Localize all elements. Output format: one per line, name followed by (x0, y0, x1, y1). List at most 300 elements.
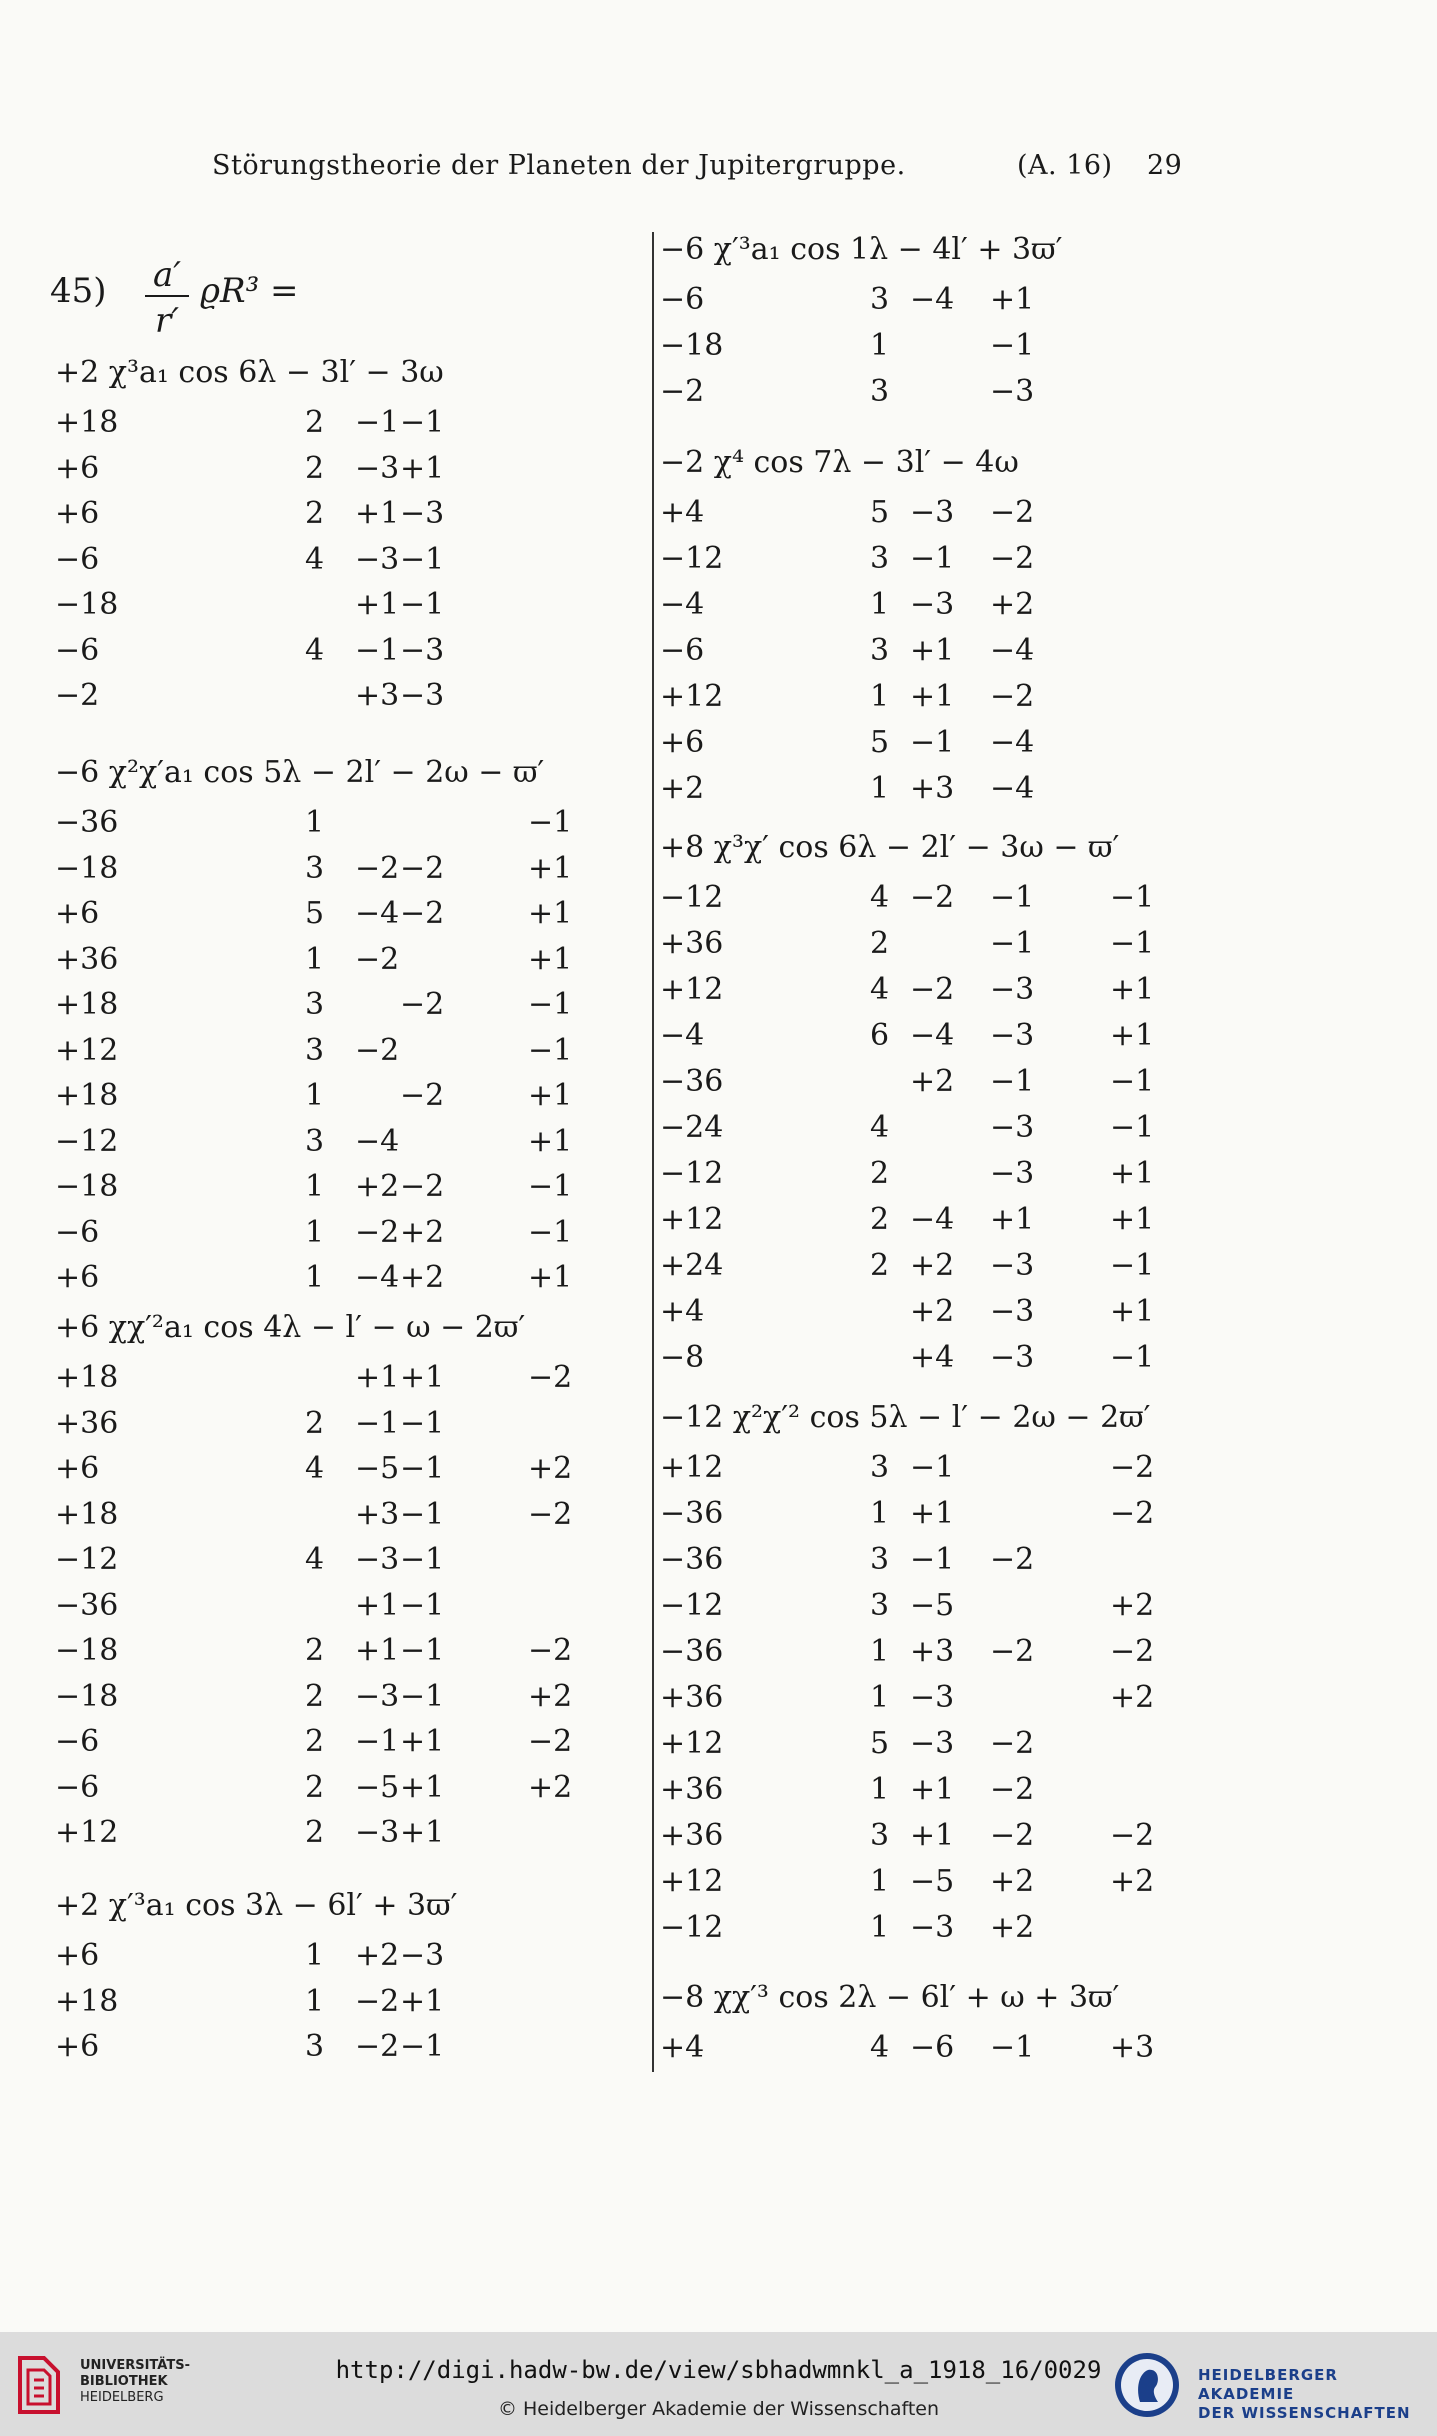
l-prime-mult: +2 (910, 1248, 955, 1283)
varpi-prime-mult: −1 (1110, 1248, 1155, 1283)
coefficient: +36 (660, 1772, 724, 1807)
lambda-mult: 4 (305, 541, 325, 577)
l-prime-mult: −4 (910, 282, 955, 317)
l-prime-mult: −2 (910, 880, 955, 915)
omega-mult: −2 (990, 1818, 1035, 1853)
omega-mult: −2 (990, 679, 1035, 714)
coefficient: −6 (55, 1769, 100, 1805)
lambda-mult: 3 (870, 1542, 890, 1577)
l-prime-mult: −2 (355, 2029, 400, 2064)
page-number: 29 (1147, 150, 1183, 181)
l-prime-mult: +2 (355, 1169, 400, 1204)
l-prime-mult: −1 (910, 541, 955, 576)
l-prime-mult: −5 (355, 1451, 400, 1486)
library-line-2: BIBLIOTHEK (80, 2374, 168, 2389)
omega-mult: −2 (400, 987, 445, 1022)
varpi-prime-mult: −2 (1110, 1496, 1155, 1531)
term-header: +8 χ³χ′ cos 6λ − 2l′ − 3ω − ϖ′ (660, 830, 1120, 865)
coefficient: −36 (660, 1542, 724, 1577)
lambda-mult: 2 (305, 1815, 325, 1850)
header-title: Störungstheorie der Planeten der Jupitergruppe. (212, 150, 906, 181)
coefficient: +36 (660, 1680, 724, 1715)
l-prime-mult: −1 (355, 1724, 400, 1759)
varpi-prime-mult: +2 (1110, 1864, 1155, 1899)
omega-mult: −1 (400, 587, 445, 622)
coefficient: +6 (55, 1938, 100, 1973)
lambda-mult: 1 (870, 1680, 890, 1715)
lambda-mult: 1 (305, 941, 325, 977)
l-prime-mult: −5 (355, 1769, 400, 1805)
omega-mult: −3 (400, 678, 445, 713)
term-header: −6 χ²χ′a₁ cos 5λ − 2l′ − 2ω − ϖ′ (55, 755, 545, 790)
coefficient: −12 (660, 880, 724, 915)
lambda-mult: 1 (305, 1214, 325, 1250)
coefficient: −2 (55, 678, 100, 713)
l-prime-mult: +1 (355, 587, 400, 622)
academy-line-1: HEIDELBERGER AKADEMIE (1198, 2366, 1338, 2403)
omega-mult: −1 (400, 1405, 445, 1441)
coefficient: −12 (55, 1123, 119, 1159)
omega-mult: −2 (990, 1772, 1035, 1807)
omega-mult: +1 (400, 1983, 445, 2019)
coefficient: +18 (55, 1983, 119, 2019)
omega-mult: −3 (990, 1294, 1035, 1329)
lambda-mult: 2 (870, 1248, 890, 1283)
fraction (145, 255, 189, 341)
l-prime-mult: −2 (355, 1032, 400, 1068)
varpi-prime-mult: +1 (528, 896, 573, 931)
l-prime-mult: +1 (355, 1360, 400, 1395)
coefficient: −24 (660, 1110, 724, 1145)
l-prime-mult: −1 (910, 1450, 955, 1485)
varpi-prime-mult: −1 (1110, 926, 1155, 961)
equation-rest: ϱR³ = (200, 271, 299, 311)
varpi-prime-mult: +1 (528, 1078, 573, 1113)
l-prime-mult: +2 (910, 1294, 955, 1329)
omega-mult: −2 (400, 1169, 445, 1204)
lambda-mult: 3 (870, 1588, 890, 1623)
lambda-mult: 5 (870, 495, 890, 530)
omega-mult: −2 (990, 541, 1035, 576)
source-url-link[interactable]: http://digi.hadw-bw.de/view/sbhadwmnkl_a_1918_16/0029 (335, 2356, 1102, 2384)
lambda-mult: 1 (870, 1634, 890, 1669)
coefficient: +6 (660, 725, 705, 760)
lambda-mult: 2 (870, 926, 890, 961)
term-header: −8 χχ′³ cos 2λ − 6l′ + ω + 3ϖ′ (660, 1980, 1120, 2015)
lambda-mult: 3 (305, 2029, 325, 2064)
term-header: +2 χ³a₁ cos 6λ − 3l′ − 3ω (55, 355, 444, 390)
omega-mult: −1 (400, 1496, 445, 1532)
omega-mult: −1 (400, 2029, 445, 2064)
lambda-mult: 2 (305, 1724, 325, 1759)
coefficient: +12 (660, 1864, 724, 1899)
lambda-mult: 5 (870, 1726, 890, 1761)
omega-mult: −3 (400, 1938, 445, 1973)
coefficient: +6 (55, 2029, 100, 2064)
coefficient: −4 (660, 1018, 705, 1053)
coefficient: −36 (55, 1587, 119, 1623)
coefficient: +12 (660, 1726, 724, 1761)
l-prime-mult: −3 (910, 1680, 955, 1715)
varpi-prime-mult: −2 (1110, 1634, 1155, 1669)
l-prime-mult: −4 (355, 1123, 400, 1159)
omega-mult: +2 (400, 1260, 445, 1295)
lambda-mult: 4 (305, 1451, 325, 1486)
lambda-mult: 1 (305, 805, 325, 840)
coefficient: −12 (660, 1156, 724, 1191)
l-prime-mult: −5 (910, 1588, 955, 1623)
varpi-prime-mult: +1 (1110, 972, 1155, 1007)
coefficient: −36 (55, 805, 119, 840)
varpi-prime-mult: +2 (528, 1769, 573, 1805)
coefficient: +36 (55, 1405, 119, 1441)
varpi-prime-mult: −2 (1110, 1450, 1155, 1485)
l-prime-mult: +3 (355, 1496, 400, 1532)
equation-number: 45) (50, 271, 107, 311)
coefficient: +24 (660, 1248, 724, 1283)
footer-bar (0, 2332, 1437, 2436)
coefficient: −12 (55, 1542, 119, 1577)
term-header: −12 χ²χ′² cos 5λ − l′ − 2ω − 2ϖ′ (660, 1400, 1151, 1435)
varpi-prime-mult: −2 (528, 1496, 573, 1532)
coefficient: +36 (660, 926, 724, 961)
coefficient: −36 (660, 1496, 724, 1531)
lambda-mult: 2 (305, 1678, 325, 1714)
l-prime-mult: −3 (355, 541, 400, 577)
academy-line-2: DER WISSENSCHAFTEN (1198, 2404, 1411, 2422)
omega-mult: +1 (400, 1815, 445, 1850)
coefficient: −6 (55, 1724, 100, 1759)
coefficient: −2 (660, 374, 705, 409)
l-prime-mult: +1 (910, 679, 955, 714)
l-prime-mult: +3 (355, 678, 400, 713)
coefficient: +18 (55, 987, 119, 1022)
l-prime-mult: −2 (355, 1214, 400, 1250)
l-prime-mult: −6 (910, 2030, 955, 2065)
l-prime-mult: −5 (910, 1864, 955, 1899)
coefficient: +4 (660, 2030, 705, 2065)
lambda-mult: 4 (870, 1110, 890, 1145)
column-divider (652, 232, 654, 2072)
omega-mult: +2 (400, 1214, 445, 1250)
fraction-numerator: a′ (153, 255, 181, 295)
lambda-mult: 2 (305, 1633, 325, 1668)
l-prime-mult: −4 (355, 896, 400, 931)
lambda-mult: 3 (870, 1818, 890, 1853)
omega-mult: −1 (400, 1587, 445, 1623)
coefficient: +12 (55, 1815, 119, 1850)
omega-mult: −1 (400, 1451, 445, 1486)
varpi-prime-mult: −1 (528, 1032, 573, 1068)
lambda-mult: 4 (305, 1542, 325, 1577)
lambda-mult: 6 (870, 1018, 890, 1053)
lambda-mult: 3 (305, 987, 325, 1022)
l-prime-mult: −3 (910, 587, 955, 622)
lambda-mult: 1 (870, 679, 890, 714)
omega-mult: −3 (990, 1340, 1035, 1375)
l-prime-mult: −1 (910, 1542, 955, 1577)
lambda-mult: 1 (870, 1864, 890, 1899)
l-prime-mult: −3 (910, 1910, 955, 1945)
omega-mult: −1 (990, 1064, 1035, 1099)
copyright-notice: © Heidelberger Akademie der Wissenschaften (497, 2398, 940, 2420)
omega-mult: −3 (990, 1248, 1035, 1283)
varpi-prime-mult: +2 (1110, 1588, 1155, 1623)
l-prime-mult: −1 (910, 725, 955, 760)
fraction-denominator: r′ (155, 301, 179, 341)
omega-mult: −3 (990, 972, 1035, 1007)
coefficient: −6 (55, 632, 100, 668)
l-prime-mult: +2 (910, 1064, 955, 1099)
omega-mult: −2 (990, 1634, 1035, 1669)
header-section: (A. 16) (1017, 150, 1113, 181)
omega-mult: −1 (400, 1633, 445, 1668)
coefficient: +36 (660, 1818, 724, 1853)
l-prime-mult: −1 (355, 405, 400, 440)
varpi-prime-mult: −1 (1110, 1340, 1155, 1375)
varpi-prime-mult: +2 (528, 1451, 573, 1486)
coefficient: +18 (55, 1360, 119, 1395)
term-header: −6 χ′³a₁ cos 1λ − 4l′ + 3ϖ′ (660, 232, 1063, 267)
lambda-mult: 3 (870, 633, 890, 668)
l-prime-mult: −1 (355, 1405, 400, 1441)
l-prime-mult: +1 (910, 1496, 955, 1531)
lambda-mult: 2 (870, 1156, 890, 1191)
varpi-prime-mult: −2 (528, 1633, 573, 1668)
varpi-prime-mult: −1 (1110, 880, 1155, 915)
varpi-prime-mult: +1 (1110, 1202, 1155, 1237)
coefficient: +18 (55, 1078, 119, 1113)
term-header: +2 χ′³a₁ cos 3λ − 6l′ + 3ϖ′ (55, 1888, 458, 1923)
l-prime-mult: −2 (910, 972, 955, 1007)
coefficient: −36 (660, 1634, 724, 1669)
l-prime-mult: −2 (355, 941, 400, 977)
l-prime-mult: −3 (355, 450, 400, 486)
coefficient: −18 (55, 587, 119, 622)
term-header: +6 χχ′²a₁ cos 4λ − l′ − ω − 2ϖ′ (55, 1310, 526, 1345)
library-line-3: HEIDELBERG (80, 2390, 164, 2405)
lambda-mult: 3 (870, 282, 890, 317)
omega-mult: −4 (990, 771, 1035, 806)
coefficient: −6 (660, 282, 705, 317)
l-prime-mult: +4 (910, 1340, 955, 1375)
l-prime-mult: +1 (910, 1772, 955, 1807)
coefficient: −6 (55, 541, 100, 577)
lambda-mult: 2 (305, 496, 325, 531)
omega-mult: +1 (990, 282, 1035, 317)
lambda-mult: 2 (870, 1202, 890, 1237)
coefficient: +12 (55, 1032, 119, 1068)
omega-mult: −3 (400, 496, 445, 531)
omega-mult: −3 (990, 374, 1035, 409)
coefficient: −4 (660, 587, 705, 622)
l-prime-mult: +3 (910, 771, 955, 806)
lambda-mult: 3 (870, 374, 890, 409)
l-prime-mult: −2 (355, 1983, 400, 2019)
omega-mult: −1 (990, 2030, 1035, 2065)
coefficient: −18 (660, 328, 724, 363)
coefficient: +18 (55, 405, 119, 440)
l-prime-mult: +1 (910, 633, 955, 668)
varpi-prime-mult: +2 (1110, 1680, 1155, 1715)
coefficient: +6 (55, 1451, 100, 1486)
l-prime-mult: −3 (910, 495, 955, 530)
coefficient: +12 (660, 1450, 724, 1485)
running-header (212, 150, 1192, 190)
varpi-prime-mult: +2 (528, 1678, 573, 1714)
omega-mult: −1 (990, 926, 1035, 961)
lambda-mult: 1 (870, 771, 890, 806)
varpi-prime-mult: −2 (528, 1724, 573, 1759)
academy-name (1198, 2366, 1437, 2423)
coefficient: +6 (55, 496, 100, 531)
coefficient: +36 (55, 941, 119, 977)
l-prime-mult: −3 (355, 1542, 400, 1577)
omega-mult: −2 (400, 850, 445, 886)
omega-mult: +1 (400, 1360, 445, 1395)
coefficient: +12 (660, 1202, 724, 1237)
omega-mult: −4 (990, 633, 1035, 668)
lambda-mult: 3 (305, 1123, 325, 1159)
l-prime-mult: −4 (355, 1260, 400, 1295)
lambda-mult: 4 (305, 632, 325, 668)
omega-mult: −3 (990, 1018, 1035, 1053)
omega-mult: −3 (400, 632, 445, 668)
l-prime-mult: −3 (355, 1815, 400, 1850)
lambda-mult: 1 (305, 1260, 325, 1295)
lambda-mult: 4 (870, 2030, 890, 2065)
omega-mult: −2 (990, 1726, 1035, 1761)
lambda-mult: 4 (870, 880, 890, 915)
l-prime-mult: −3 (910, 1726, 955, 1761)
coefficient: +12 (660, 679, 724, 714)
omega-mult: −1 (990, 880, 1035, 915)
coefficient: −6 (660, 633, 705, 668)
lambda-mult: 1 (305, 1169, 325, 1204)
lambda-mult: 1 (870, 328, 890, 363)
varpi-prime-mult: −1 (1110, 1110, 1155, 1145)
omega-mult: −1 (990, 328, 1035, 363)
term-header: −2 χ⁴ cos 7λ − 3l′ − 4ω (660, 445, 1019, 480)
lambda-mult: 3 (305, 1032, 325, 1068)
lambda-mult: 1 (305, 1078, 325, 1113)
coefficient: −18 (55, 1169, 119, 1204)
lambda-mult: 5 (305, 896, 325, 931)
l-prime-mult: +1 (910, 1818, 955, 1853)
lambda-mult: 3 (305, 850, 325, 886)
lambda-mult: 3 (870, 541, 890, 576)
varpi-prime-mult: −1 (1110, 1064, 1155, 1099)
coefficient: +4 (660, 495, 705, 530)
l-prime-mult: −2 (355, 850, 400, 886)
lambda-mult: 1 (870, 1496, 890, 1531)
lambda-mult: 2 (305, 1769, 325, 1805)
lambda-mult: 4 (870, 972, 890, 1007)
l-prime-mult: +1 (355, 496, 400, 531)
omega-mult: −4 (990, 725, 1035, 760)
coefficient: −18 (55, 850, 119, 886)
coefficient: −36 (660, 1064, 724, 1099)
lambda-mult: 2 (305, 405, 325, 440)
l-prime-mult: +1 (355, 1633, 400, 1668)
coefficient: −18 (55, 1633, 119, 1668)
omega-mult: +2 (990, 587, 1035, 622)
academy-seal-icon (1112, 2350, 1182, 2420)
omega-mult: −2 (990, 1542, 1035, 1577)
varpi-prime-mult: +1 (1110, 1294, 1155, 1329)
lambda-mult: 5 (870, 725, 890, 760)
varpi-prime-mult: +1 (528, 941, 573, 977)
lambda-mult: 1 (870, 587, 890, 622)
coefficient: −12 (660, 1910, 724, 1945)
omega-mult: −2 (990, 495, 1035, 530)
omega-mult: −2 (400, 1078, 445, 1113)
varpi-prime-mult: −2 (528, 1360, 573, 1395)
varpi-prime-mult: −1 (528, 987, 573, 1022)
lambda-mult: 1 (305, 1983, 325, 2019)
varpi-prime-mult: +3 (1110, 2030, 1155, 2065)
lambda-mult: 1 (870, 1772, 890, 1807)
varpi-prime-mult: +1 (528, 850, 573, 886)
coefficient: −12 (660, 541, 724, 576)
varpi-prime-mult: −1 (528, 1169, 573, 1204)
l-prime-mult: +1 (355, 1587, 400, 1623)
varpi-prime-mult: +1 (528, 1260, 573, 1295)
fraction-bar (145, 295, 189, 297)
coefficient: +4 (660, 1294, 705, 1329)
coefficient: −8 (660, 1340, 705, 1375)
l-prime-mult: −4 (910, 1202, 955, 1237)
lambda-mult: 2 (305, 1405, 325, 1441)
varpi-prime-mult: +1 (1110, 1156, 1155, 1191)
omega-mult: −1 (400, 1542, 445, 1577)
coefficient: −12 (660, 1588, 724, 1623)
omega-mult: −1 (400, 541, 445, 577)
l-prime-mult: −1 (355, 632, 400, 668)
l-prime-mult: +2 (355, 1938, 400, 1973)
coefficient: +6 (55, 896, 100, 931)
omega-mult: −1 (400, 1678, 445, 1714)
library-line-1: UNIVERSITÄTS- (80, 2358, 190, 2373)
coefficient: +2 (660, 771, 705, 806)
omega-mult: +2 (990, 1864, 1035, 1899)
coefficient: +6 (55, 1260, 100, 1295)
omega-mult: −3 (990, 1110, 1035, 1145)
coefficient: +12 (660, 972, 724, 1007)
lambda-mult: 1 (870, 1910, 890, 1945)
omega-mult: −3 (990, 1156, 1035, 1191)
omega-mult: +2 (990, 1910, 1035, 1945)
varpi-prime-mult: +1 (528, 1123, 573, 1159)
coefficient: +18 (55, 1496, 119, 1532)
varpi-prime-mult: −1 (528, 805, 573, 840)
varpi-prime-mult: +1 (1110, 1018, 1155, 1053)
omega-mult: +1 (990, 1202, 1035, 1237)
l-prime-mult: +3 (910, 1634, 955, 1669)
lambda-mult: 2 (305, 450, 325, 486)
coefficient: −18 (55, 1678, 119, 1714)
omega-mult: +1 (400, 1769, 445, 1805)
lambda-mult: 1 (305, 1938, 325, 1973)
l-prime-mult: −3 (355, 1678, 400, 1714)
omega-mult: −2 (400, 896, 445, 931)
omega-mult: +1 (400, 1724, 445, 1759)
l-prime-mult: −4 (910, 1018, 955, 1053)
lambda-mult: 3 (870, 1450, 890, 1485)
varpi-prime-mult: −1 (528, 1214, 573, 1250)
omega-mult: −1 (400, 405, 445, 440)
coefficient: +6 (55, 450, 100, 486)
